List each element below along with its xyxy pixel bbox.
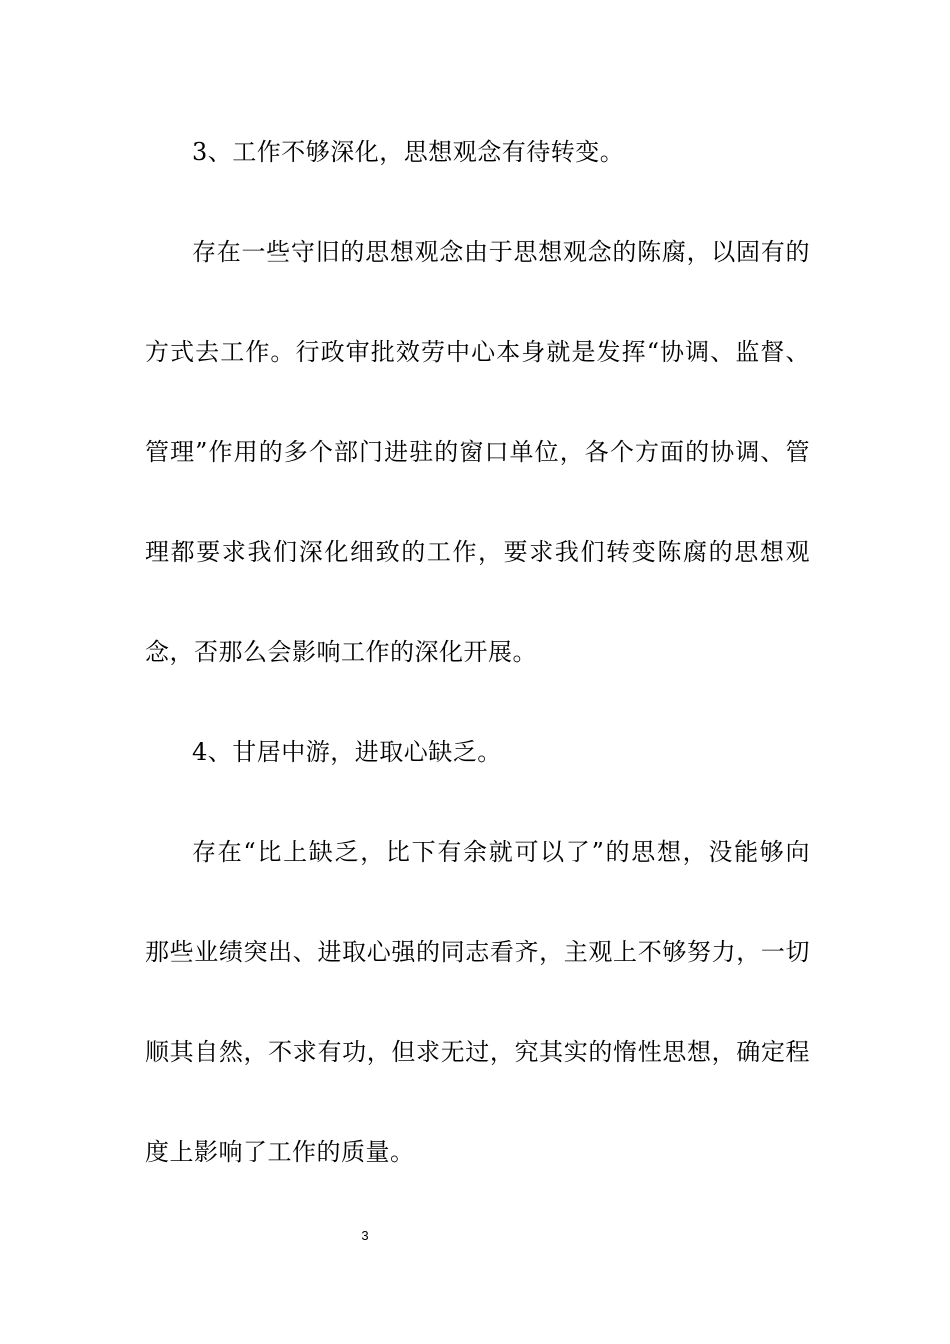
- paragraph-line: 存在一些守旧的思想观念由于思想观念的陈腐，以固有的: [192, 238, 810, 266]
- paragraph-line: 存在“比上缺乏，比下有余就可以了”的思想，没能够向: [192, 838, 810, 866]
- paragraph-line: 顺其自然，不求有功，但求无过，究其实的惰性思想，确定程: [145, 1038, 810, 1066]
- paragraph-line: 度上影响了工作的质量。: [145, 1138, 415, 1166]
- paragraph-line: 念，否那么会影响工作的深化开展。: [145, 638, 537, 666]
- paragraph-line: 方式去工作。行政审批效劳中心本身就是发挥“协调、监督、: [145, 338, 810, 366]
- paragraph-line: 理都要求我们深化细致的工作，要求我们转变陈腐的思想观: [145, 538, 810, 566]
- heading-item-3: 3、工作不够深化，思想观念有待转变。: [192, 138, 625, 166]
- heading-item-4: 4、甘居中游，进取心缺乏。: [192, 738, 502, 766]
- page-number: 3: [361, 1228, 369, 1243]
- paragraph-line: 管理”作用的多个部门进驻的窗口单位，各个方面的协调、管: [145, 438, 810, 466]
- paragraph-line: 那些业绩突出、进取心强的同志看齐，主观上不够努力，一切: [145, 938, 810, 966]
